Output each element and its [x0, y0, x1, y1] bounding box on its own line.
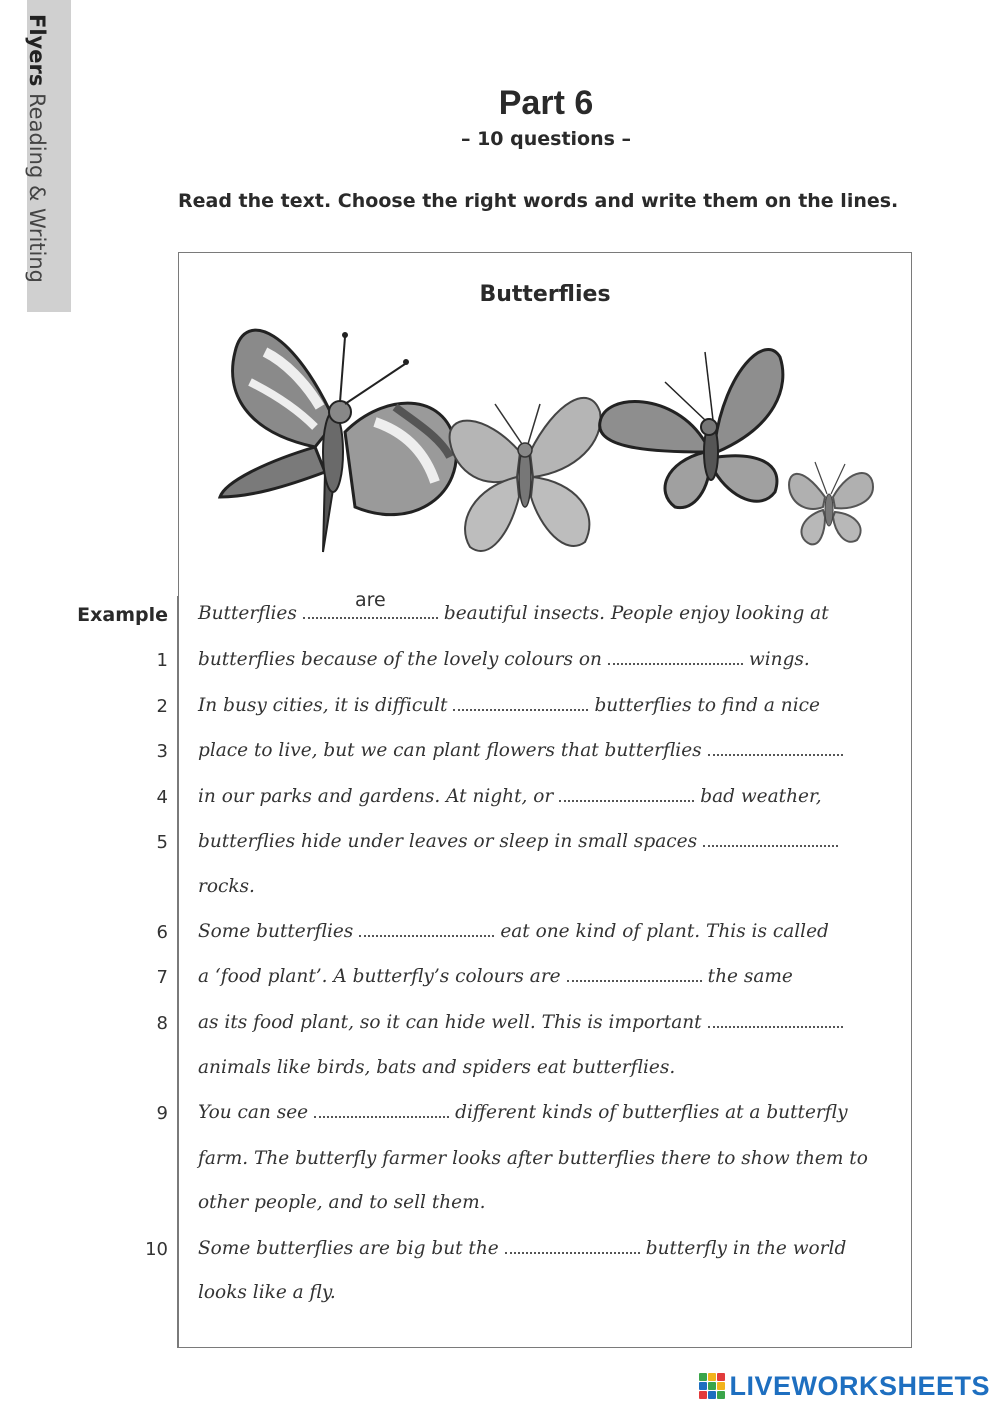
- answer-blank-2[interactable]: [453, 695, 588, 711]
- question-number: 1: [156, 650, 168, 671]
- question-number: 4: [156, 787, 168, 808]
- answer-blank-10[interactable]: [505, 1238, 640, 1254]
- answer-blank-5[interactable]: [703, 831, 838, 847]
- example-answer: are: [355, 589, 386, 611]
- passage-text: animals like birds, bats and spiders eat butterflies.: [198, 1057, 676, 1078]
- liveworksheets-logo-icon: [699, 1373, 725, 1399]
- answer-blank-4[interactable]: [559, 786, 694, 802]
- passage-line: [198, 695, 820, 716]
- passage-line: [198, 786, 822, 807]
- passage-text: a ‘food plant’. A butterfly’s colours are: [198, 966, 561, 987]
- passage-line: [198, 740, 849, 761]
- answer-blank-7[interactable]: [567, 966, 702, 982]
- question-number: Example: [77, 604, 168, 626]
- passage-text: butterflies to find a nice: [594, 695, 820, 716]
- sidebar-brand: Flyers: [25, 14, 49, 87]
- passage-text: Some butterflies: [198, 921, 354, 942]
- passage-text: the same: [707, 966, 793, 987]
- page-subtitle: – 10 questions –: [460, 128, 632, 150]
- column-divider: [177, 596, 179, 1348]
- question-number: 2: [156, 696, 168, 717]
- question-number: 10: [145, 1239, 168, 1260]
- footer-logo: [699, 1372, 990, 1400]
- passage-text: rocks.: [198, 876, 255, 897]
- answer-blank-3[interactable]: [708, 740, 843, 756]
- question-number: 8: [156, 1013, 168, 1034]
- passage-text: as its food plant, so it can hide well. This is important: [198, 1012, 702, 1033]
- passage-line: [198, 1238, 846, 1259]
- passage-line: [198, 831, 844, 852]
- passage-text: other people, and to sell them.: [198, 1192, 486, 1213]
- page-title: Part 6: [498, 84, 594, 122]
- butterfly-light-center-icon: [450, 398, 601, 551]
- passage-text: different kinds of butterflies at a butterfly: [455, 1102, 848, 1123]
- passage-text: Some butterflies are big but the: [198, 1238, 499, 1259]
- butterflies-illustration: [205, 312, 895, 582]
- question-number: 6: [156, 922, 168, 943]
- passage-line: [198, 589, 829, 624]
- butterfly-large-striped-icon: [220, 330, 456, 552]
- passage-text: wings.: [748, 649, 810, 670]
- question-number: 9: [156, 1103, 168, 1124]
- passage-line: [198, 876, 255, 897]
- passage-text: butterflies hide under leaves or sleep in small spaces: [198, 831, 698, 852]
- passage-title: Butterflies: [479, 282, 611, 307]
- answer-blank-9[interactable]: [314, 1102, 449, 1118]
- passage-text: Butterflies: [198, 603, 297, 624]
- passage-text: You can see: [198, 1102, 309, 1123]
- passage-line: [198, 921, 829, 942]
- passage-line: [198, 966, 793, 987]
- passage-text: farm. The butterfly farmer looks after butterflies there to show them to: [198, 1148, 868, 1169]
- instruction-text: Read the text. Choose the right words and write them on the lines.: [178, 190, 899, 212]
- answer-blank-1[interactable]: [608, 649, 743, 665]
- passage-text: looks like a fly.: [198, 1282, 336, 1303]
- passage-text: beautiful insects. People enjoy looking at: [443, 603, 829, 624]
- sidebar-section: Reading & Writing: [25, 93, 49, 283]
- passage-line: [198, 1012, 849, 1033]
- passage-text: bad weather,: [700, 786, 822, 807]
- passage-line: [198, 1192, 486, 1213]
- question-number: 3: [156, 741, 168, 762]
- passage-line: [198, 1057, 675, 1078]
- passage-line: [198, 1282, 336, 1303]
- question-number: 7: [156, 967, 168, 988]
- passage-text: butterfly in the world: [645, 1238, 847, 1259]
- passage-line: [198, 1148, 868, 1169]
- answer-blank-6[interactable]: [359, 921, 494, 937]
- example-answer-blank: [303, 589, 438, 619]
- passage-text: In busy cities, it is difficult: [198, 695, 448, 716]
- passage-line: [198, 649, 810, 670]
- answer-blank-8[interactable]: [708, 1012, 843, 1028]
- passage-line: [198, 1102, 848, 1123]
- passage-text: place to live, but we can plant flowers that butterflies: [198, 740, 702, 761]
- passage-text: eat one kind of plant. This is called: [500, 921, 829, 942]
- passage-text: butterflies because of the lovely colours on: [198, 649, 602, 670]
- passage-text: in our parks and gardens. At night, or: [198, 786, 554, 807]
- footer-brand: LIVEWORKSHEETS: [729, 1370, 990, 1401]
- butterfly-small-icon: [789, 462, 873, 544]
- question-number: 5: [156, 832, 168, 853]
- butterfly-monarch-icon: [600, 350, 783, 508]
